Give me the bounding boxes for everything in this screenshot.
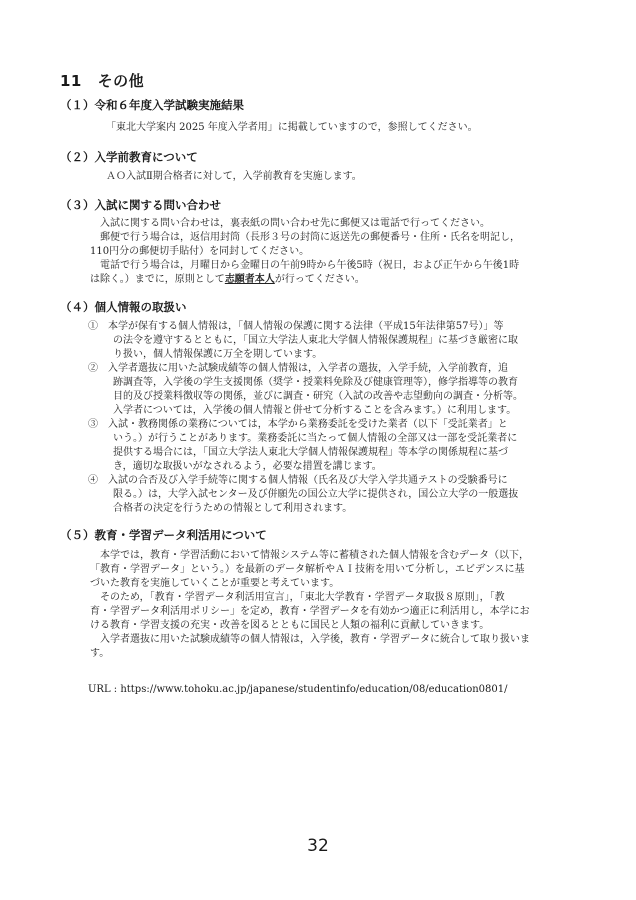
subsection-heading-1: （１）令和６年度入学試験実施結果 — [60, 98, 244, 112]
s4-line: 跡調査等，入学後の学生支援関係（奨学・授業料免除及び健康管理等），修学指導等の教育 — [113, 377, 518, 388]
s5-line: 入学者選抜に用いた試験成績等の個人情報は，入学後，教育・学習データに統合して取り扱いま — [100, 634, 530, 645]
s3-line: 入試に関する問い合わせは，裏表紙の問い合わせ先に郵便又は電話で行ってください。 — [100, 218, 490, 229]
section-title: その他 — [97, 72, 145, 90]
s5-line: づいた教育を実施していくことが重要と考えています。 — [90, 578, 340, 589]
s5-line: そのため，「教育・学習データ利活用宣言」，「東北大学教育・学習データ取扱８原則」，「教 — [100, 592, 505, 603]
s4-line: り扱い，個人情報保護に万全を期しています。 — [113, 349, 323, 360]
s4-line: 目的及び授業料徴収等の関係，並びに調査・研究（入試の改善や志望動向の調査・分析等。 — [113, 391, 523, 402]
s4-line: ③ 入試・教務関係の業務については，本学から業務委託を受けた業者（以下「受託業者」と — [88, 419, 508, 430]
s4-line: 提供する場合には，「国立大学法人東北大学個人情報保護規程」等本学の関係規程に基づ — [113, 447, 508, 458]
s4-line: 限る。）は，大学入試センター及び併願先の国公立大学に提供され，国公立大学の一般選抜 — [113, 489, 519, 500]
s5-line: ける教育・学習支援の充実・改善を図るとともに国民と人類の福利に貢献していきます。 — [90, 620, 490, 631]
s4-line: 入学者については，入学後の個人情報と併せて分析することを含みます。）に利用します。 — [113, 405, 517, 416]
subsection-heading-4: （４）個人情報の取扱い — [60, 300, 187, 314]
s2-body: ＡＯ入試Ⅱ期合格者に対して，入学前教育を実施します。 — [106, 171, 362, 182]
subsection-heading-2: （２）入学前教育について — [60, 150, 198, 164]
s3-last-post: が行ってください。 — [274, 274, 365, 285]
s4-line: 合格者の決定を行うための情報として利用されます。 — [113, 503, 353, 514]
s3-line-last — [90, 273, 365, 287]
s5-line: 育・学習データ利活用ポリシー」を定め，教育・学習データを有効かつ適正に利活用し，本学にお — [90, 606, 530, 617]
s4-line: き，適切な取扱いがなされるよう，必要な措置を講じます。 — [113, 461, 382, 472]
s5-line: 本学では，教育・学習活動において情報システム等に蓄積された個人情報を含むデータ（以下， — [100, 550, 529, 561]
s1-body: 「東北大学案内 2025 年度入学者用」に掲載していますので，参照してください。 — [106, 122, 478, 133]
s4-line: いう。）が行うことがあります。業務委託に当たって個人情報の全部又は一部を受託業者に — [113, 433, 518, 444]
reference-url: URL : https://www.tohoku.ac.jp/japanese/studentinfo/education/08/education0801/ — [88, 684, 508, 695]
s4-line: ② 入学者選抜に用いた試験成績等の個人情報は，入学者の選抜，入学手続，入学前教育，追 — [88, 363, 508, 374]
subsection-heading-3: （３）入試に関する問い合わせ — [60, 198, 221, 212]
section-heading — [60, 70, 144, 91]
s5-line: 「教育・学習データ」という。）を最新のデータ解析やＡＩ技術を用いて分析し，エビデンスに基 — [90, 564, 525, 575]
s5-line: す。 — [90, 648, 110, 659]
s3-line: 110円分の郵便切手貼付）を同封してください。 — [90, 246, 310, 257]
page-number: 32 — [307, 836, 329, 856]
s3-last-pre: は除く。）までに，原則として — [90, 274, 225, 285]
s3-line: 電話で行う場合は，月曜日から金曜日の午前9時から午後5時（祝日，および正午から午後1時 — [100, 260, 520, 271]
subsection-heading-5: （５）教育・学習データ利活用について — [60, 528, 267, 542]
s4-line: の法令を遵守するとともに，「国立大学法人東北大学個人情報保護規程」に基づき厳密に取 — [113, 335, 518, 346]
s4-line: ④ 入試の合否及び入学手続等に関する個人情報（氏名及び大学入学共通テストの受験番号に — [88, 475, 508, 486]
s3-emphasis: 志願者本人 — [224, 274, 275, 285]
section-number: 11 — [60, 72, 82, 90]
s4-line: ① 本学が保有する個人情報は，「個人情報の保護に関する法律（平成15年法律第57号）」等 — [88, 321, 504, 332]
s3-line: 郵便で行う場合は，返信用封筒（長形３号の封筒に返送先の郵便番号・住所・氏名を明記し， — [100, 232, 520, 243]
